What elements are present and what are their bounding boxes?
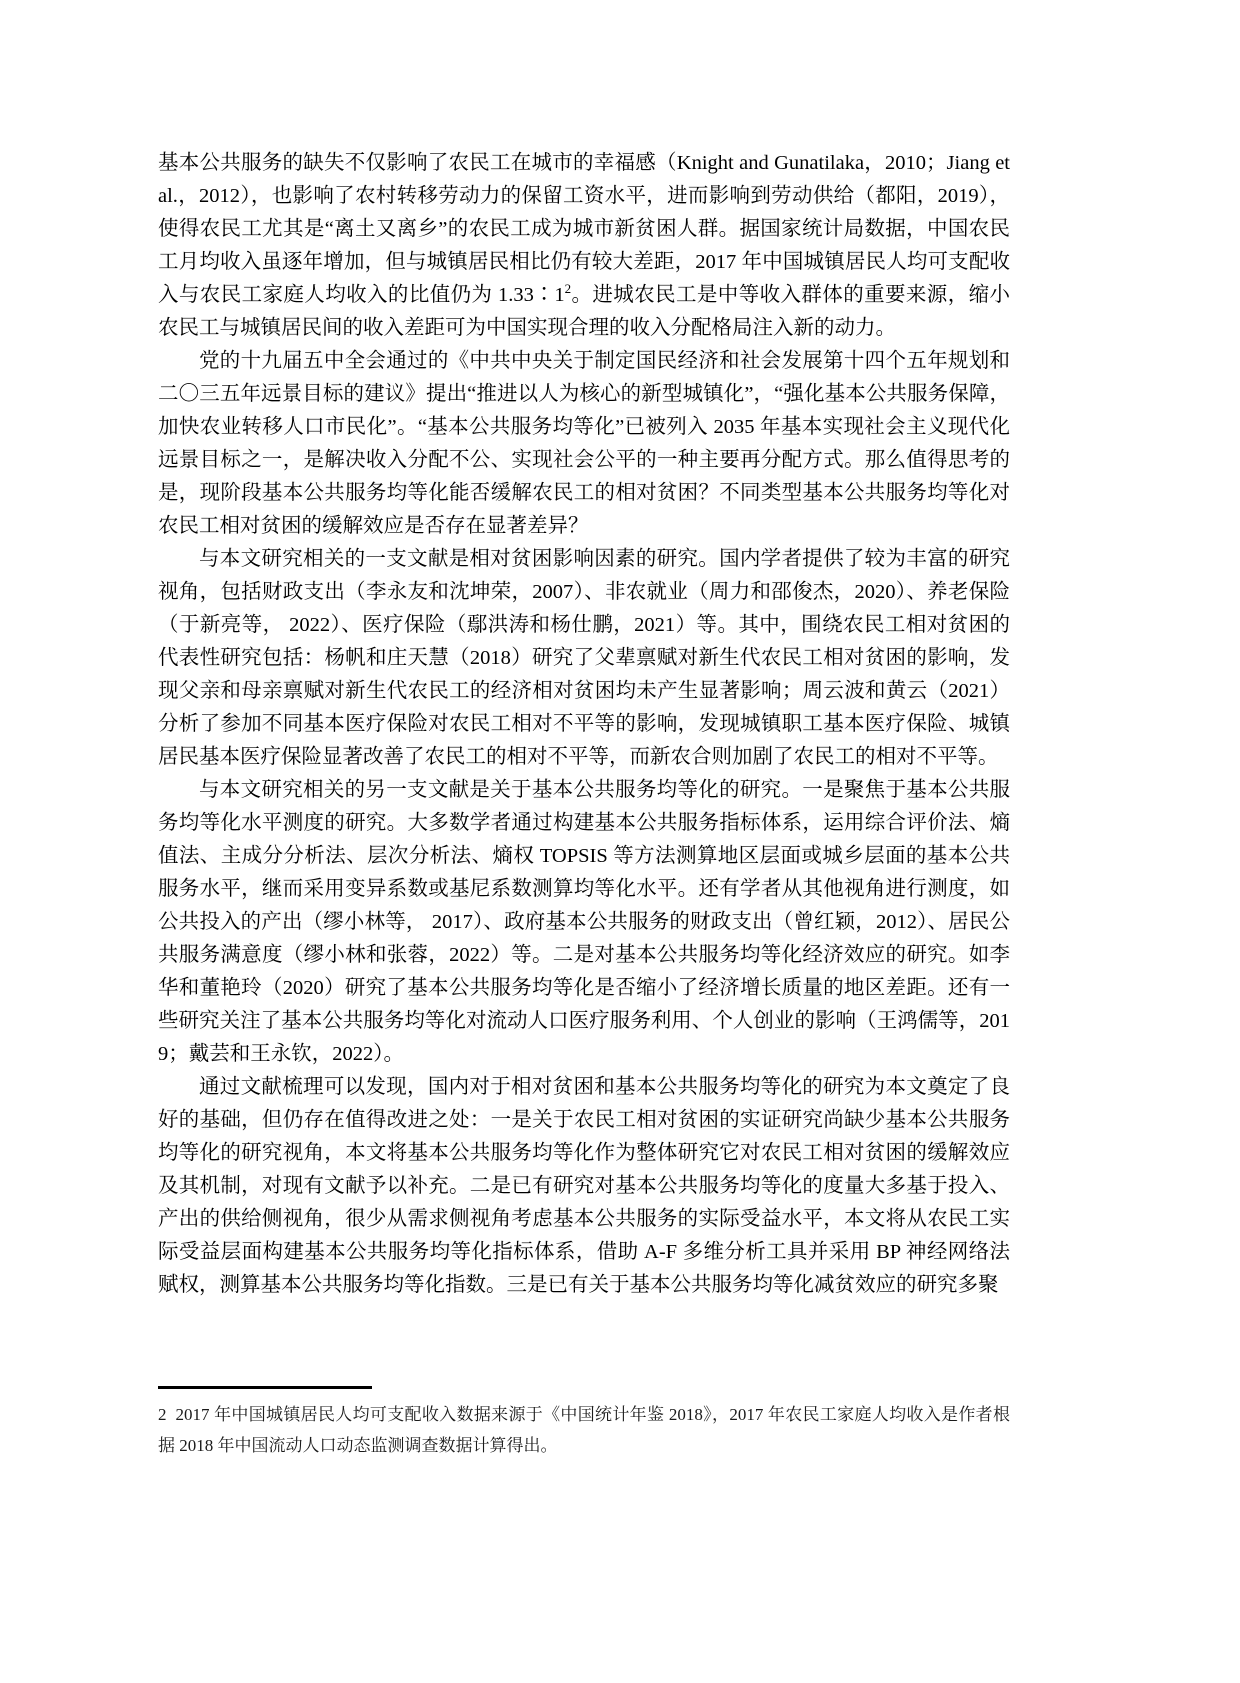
footnote-area [158,1386,1010,1461]
footnote-text: 2017 年中国城镇居民人均可支配收入数据来源于《中国统计年鉴 2018》，2017 年农民工家庭人均收入是作者根据 2018 年中国流动人口动态监测调查数据计算得出。 [158,1405,1010,1455]
paragraph-2: 党的十九届五中全会通过的《中共中央关于制定国民经济和社会发展第十四个五年规划和二〇三五年远景目标的建议》提出“推进以人为核心的新型城镇化”，“强化基本公共服务保障，加快农业转移人口市民化”。“基本公共服务均等化”已被列入 2035 年基本实现社会主义现代化远景目标之一，是解决收入分配不公、实现社会公平的一种主要再分配方式。那么值得思考的是，现阶段基本公共服务均等化能否缓解农民工的相对贫困？不同类型基本公共服务均等化对农民工相对贫困的缓解效应是否存在显著差异？ [158,350,1010,537]
paragraph-1 [158,147,1010,345]
footnote-2 [158,1399,1010,1461]
footnote-separator-line [158,1386,372,1389]
paragraph-1-text-before-ref: 基本公共服务的缺失不仅影响了农民工在城市的幸福感（Knight and Gunatilaka，2010；Jiang et al.，2012），也影响了农村转移劳动力的保留工资水平，进而影响到劳动供给（都阳，2019），使得农民工尤其是“离土又离乡”的农民工成为城市新贫困人群。据国家统计局数据，中国农民工月均收入虽逐年增加，但与城镇居民相比仍有较大差距，2017 年中国城镇居民人均可支配收入与农民工家庭人均收入的比值仍为 1.33∶1 [158,152,1010,306]
footnote-marker: 2 [158,1405,167,1424]
footnote-reference-2: 2 [564,281,572,297]
paragraph-3: 与本文研究相关的一支文献是相对贫困影响因素的研究。国内学者提供了较为丰富的研究视角，包括财政支出（李永友和沈坤荣，2007）、非农就业（周力和邵俊杰，2020）、养老保险（于新亮等， 2022）、医疗保险（鄢洪涛和杨仕鹏，2021）等。其中，围绕农民工相对贫困的代表性研究包括：杨帆和庄天慧（2018）研究了父辈禀赋对新生代农民工相对贫困的影响，发现父亲和母亲禀赋对新生代农民工的经济相对贫困均未产生显著影响；周云波和黄云（2021）分析了参加不同基本医疗保险对农民工相对不平等的影响，发现城镇职工基本医疗保险、城镇居民基本医疗保险显著改善了农民工的相对不平等，而新农合则加剧了农民工的相对不平等。 [158,548,1010,768]
paragraph-5: 通过文献梳理可以发现，国内对于相对贫困和基本公共服务均等化的研究为本文奠定了良好的基础，但仍存在值得改进之处：一是关于农民工相对贫困的实证研究尚缺少基本公共服务均等化的研究视角，本文将基本公共服务均等化作为整体研究它对农民工相对贫困的缓解效应及其机制，对现有文献予以补充。二是已有研究对基本公共服务均等化的度量大多基于投入、产出的供给侧视角，很少从需求侧视角考虑基本公共服务的实际受益水平，本文将从农民工实际受益层面构建基本公共服务均等化指标体系，借助 A-F 多维分析工具并采用 BP 神经网络法赋权，测算基本公共服务均等化指数。三是已有关于基本公共服务均等化减贫效应的研究多聚 [158,1076,1010,1296]
paragraph-1-text-after-ref: 。进城农民工是中等收入群体的重要来源，缩小农民工与城镇居民间的收入差距可为中国实现合理的收入分配格局注入新的动力。 [158,284,1011,339]
document-body [158,147,1010,1302]
paragraph-4: 与本文研究相关的另一支文献是关于基本公共服务均等化的研究。一是聚焦于基本公共服务均等化水平测度的研究。大多数学者通过构建基本公共服务指标体系，运用综合评价法、熵值法、主成分分析法、层次分析法、熵权 TOPSIS 等方法测算地区层面或城乡层面的基本公共服务水平，继而采用变异系数或基尼系数测算均等化水平。还有学者从其他视角进行测度，如公共投入的产出（缪小林等， 2017）、政府基本公共服务的财政支出（曾红颖，2012）、居民公共服务满意度（缪小林和张蓉，2022）等。二是对基本公共服务均等化经济效应的研究。如李华和董艳玲（2020）研究了基本公共服务均等化是否缩小了经济增长质量的地区差距。还有一些研究关注了基本公共服务均等化对流动人口医疗服务利用、个人创业的影响（王鸿儒等，2019；戴芸和王永钦，2022）。 [158,779,1010,1065]
